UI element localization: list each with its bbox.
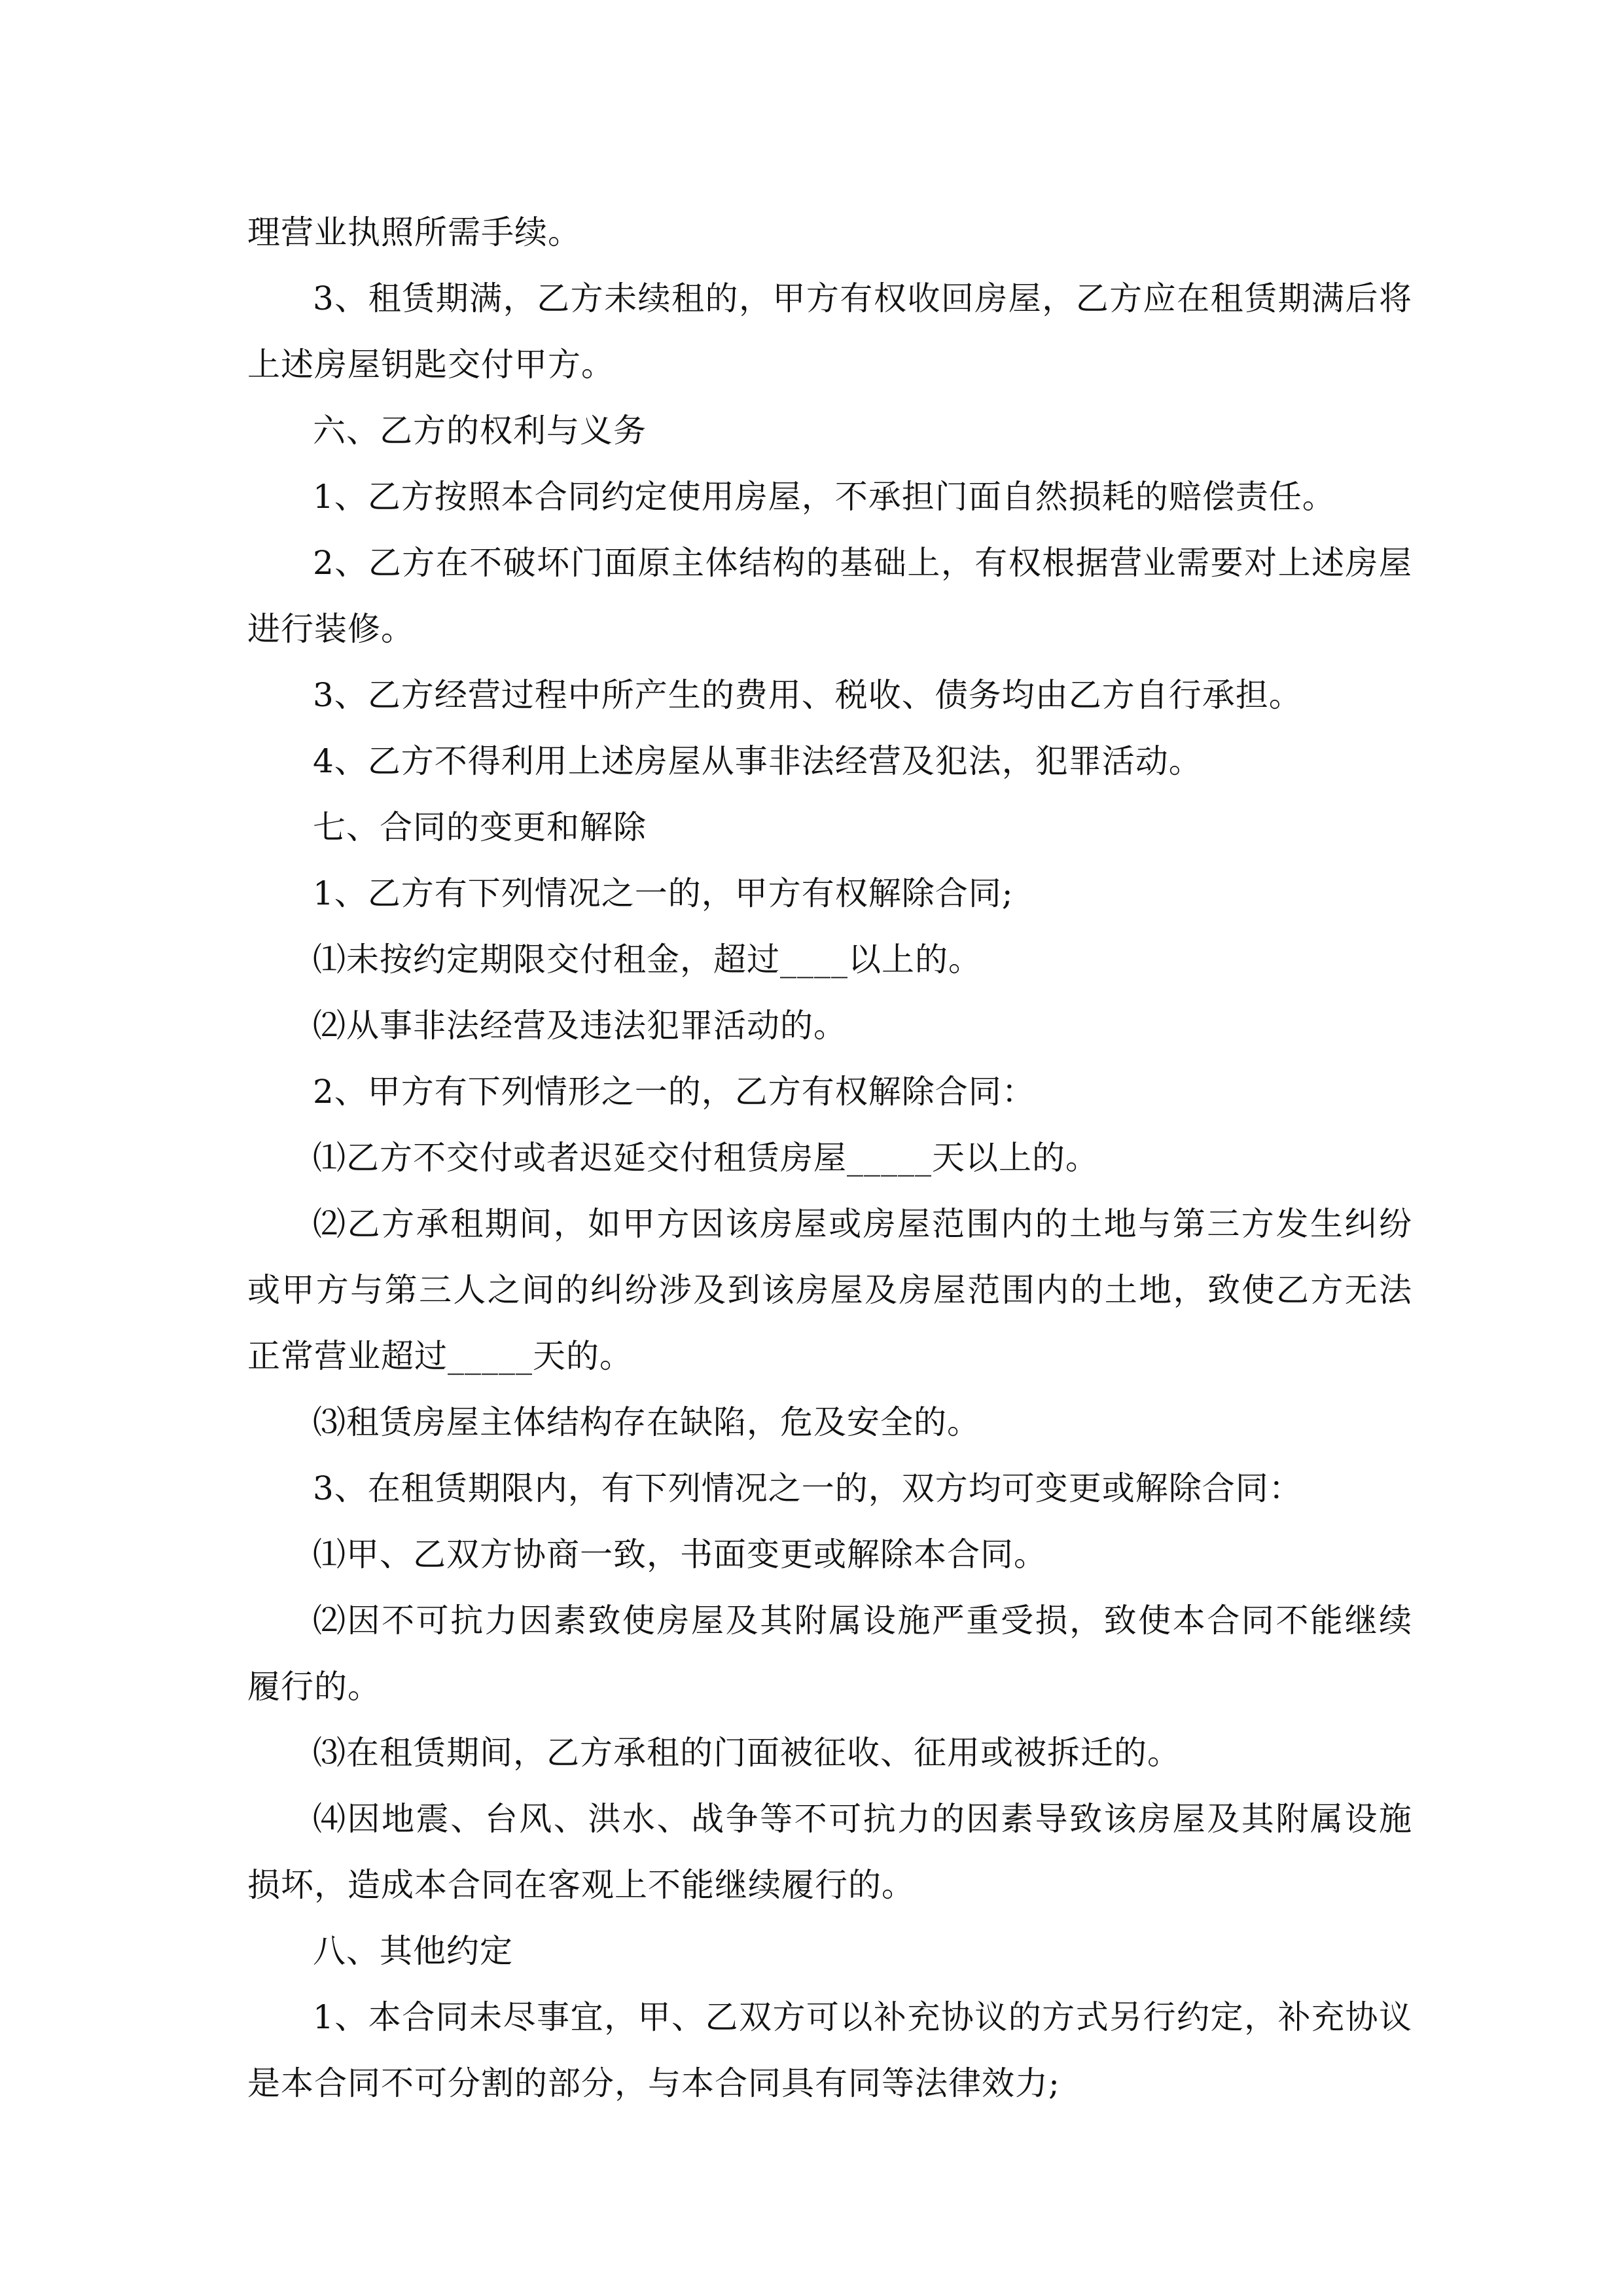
section-heading: 八、其他约定 bbox=[313, 1932, 513, 1970]
paragraph: 1、乙方有下列情况之一的，甲方有权解除合同; bbox=[313, 874, 1014, 912]
paragraph: ⑶在租赁期间，乙方承租的门面被征收、征用或被拆迁的。 bbox=[313, 1734, 1181, 1772]
section-heading: 六、乙方的权利与义务 bbox=[313, 412, 647, 450]
paragraph: 3、在租赁期限内，有下列情况之一的，双方均可变更或解除合同： bbox=[313, 1469, 1302, 1507]
paragraph: 1、本合同未尽事宜，甲、乙双方可以补充协议的方式另行约定，补充协议是本合同不可分割的部分，与本合同具有同等法律效力; bbox=[247, 1998, 1412, 2102]
paragraph: ⑷因地震、台风、洪水、战争等不可抗力的因素导致该房屋及其附属设施损坏，造成本合同在客观上不能继续履行的。 bbox=[247, 1800, 1412, 1904]
paragraph: 4、乙方不得利用上述房屋从事非法经营及犯法，犯罪活动。 bbox=[313, 742, 1202, 780]
paragraph: ⑵因不可抗力因素致使房屋及其附属设施严重受损，致使本合同不能继续履行的。 bbox=[247, 1602, 1412, 1706]
paragraph: ⑵乙方承租期间，如甲方因该房屋或房屋范围内的土地与第三方发生纠纷或甲方与第三人之间的纠纷涉及到该房屋及房屋范围内的土地，致使乙方无法正常营业超过_____天的。 bbox=[247, 1205, 1412, 1375]
paragraph: ⑶租赁房屋主体结构存在缺陷，危及安全的。 bbox=[313, 1403, 980, 1441]
paragraph: 2、甲方有下列情形之一的，乙方有权解除合同： bbox=[313, 1073, 1035, 1111]
section-heading: 七、合同的变更和解除 bbox=[313, 808, 647, 846]
document-body bbox=[247, 200, 1412, 2117]
paragraph: ⑴乙方不交付或者迟延交付租赁房屋_____天以上的。 bbox=[313, 1139, 1099, 1177]
paragraph: 2、乙方在不破坏门面原主体结构的基础上，有权根据营业需要对上述房屋进行装修。 bbox=[247, 544, 1412, 648]
paragraph: 1、乙方按照本合同约定使用房屋，不承担门面自然损耗的赔偿责任。 bbox=[313, 478, 1336, 516]
paragraph: 3、租赁期满，乙方未续租的，甲方有权收回房屋，乙方应在租赁期满后将上述房屋钥匙交付甲方。 bbox=[247, 279, 1412, 384]
paragraph: 3、乙方经营过程中所产生的费用、税收、债务均由乙方自行承担。 bbox=[313, 676, 1302, 714]
paragraph: ⑴甲、乙双方协商一致，书面变更或解除本合同。 bbox=[313, 1535, 1047, 1573]
paragraph: 理营业执照所需手续。 bbox=[247, 213, 581, 251]
paragraph: ⑴未按约定期限交付租金，超过____以上的。 bbox=[313, 941, 982, 978]
paragraph: ⑵从事非法经营及违法犯罪活动的。 bbox=[313, 1007, 847, 1045]
